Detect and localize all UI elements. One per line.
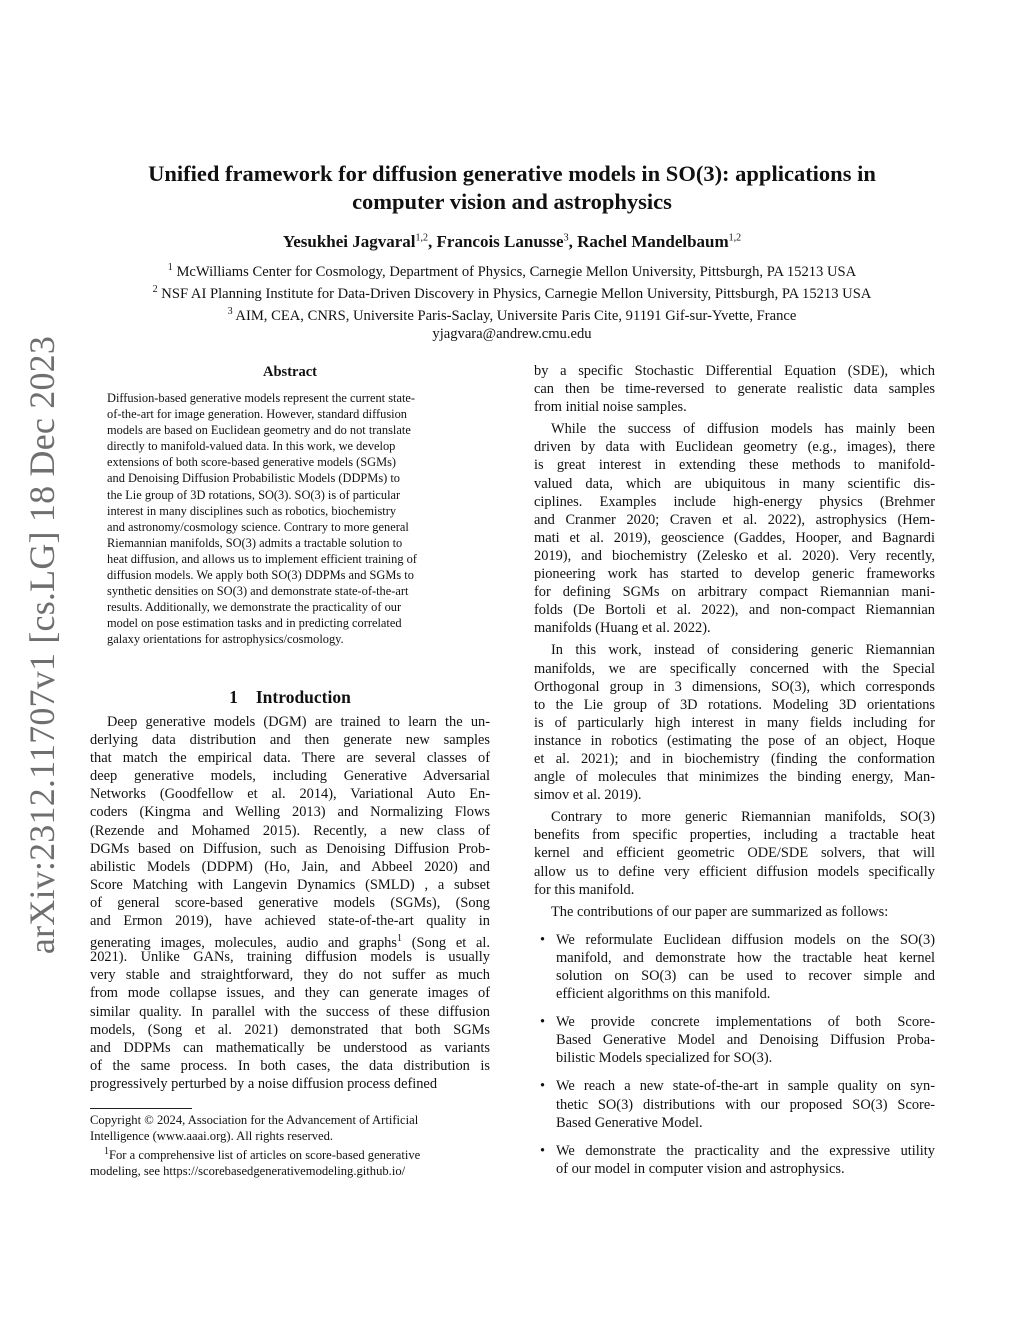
body-line: models, (Song et al. 2021) demonstrated that both SGMs: [90, 1021, 490, 1038]
bullet-line: thetic SO(3) distributions with our proposed SO(3) Score-: [556, 1096, 935, 1113]
body-line: can then be time-reversed to generate realistic data samples: [534, 381, 935, 398]
section-number: 1: [229, 687, 238, 707]
contribution-bullet: [534, 1077, 935, 1131]
body-line: angle of molecules that minimizes the binding energy, Man-: [534, 769, 935, 786]
abstract-line: diffusion models. We apply both SO(3) DDPMs and SGMs to: [107, 568, 414, 583]
body-line: for this manifold.: [534, 881, 635, 898]
body-line: instance in robotics (estimating the pose of an object, Hoque: [534, 732, 935, 749]
bullet-line: Based Generative Model and Denoising Diffusion Proba-: [556, 1032, 935, 1049]
body-line: from mode collapse issues, and they can generate images of: [90, 985, 490, 1002]
body-line: manifolds, we are specifically concerned with the Special: [534, 660, 935, 677]
affiliation-line: [80, 281, 944, 303]
abstract-line: results. Additionally, we demonstrate the practicality of our: [107, 600, 402, 615]
section-heading: [90, 687, 490, 708]
bullet-icon: •: [540, 1142, 546, 1159]
bullet-line: bilistic Models specialized for SO(3).: [556, 1050, 773, 1067]
abstract-heading: Abstract: [263, 364, 317, 380]
body-line: et al. 2021); and in biochemistry (finding the conformation: [534, 750, 935, 767]
affiliation-line: [80, 259, 944, 281]
affiliation-text: NSF AI Planning Institute for Data-Driven Discovery in Physics, Carnegie Mellon University, Pittsburgh, PA 15213 USA: [157, 285, 872, 302]
bullet-gap: [534, 1003, 935, 1013]
bullet-line: solution on SO(3) can be used to recover simple and: [556, 968, 935, 984]
abstract-body: [107, 390, 474, 648]
body-line: driven by data with Euclidean geometry (e.g., images), there: [534, 439, 935, 456]
body-line: benefits from specific properties, including a tractable heat: [534, 827, 935, 844]
body-text: generating images, molecules, audio and graphs: [90, 934, 397, 951]
bullet-gap: [534, 1067, 935, 1077]
abstract-line: model on pose estimation tasks and in predicting correlated: [107, 616, 402, 631]
abstract-line: Riemannian manifolds, SO(3) admits a tractable solution to: [107, 535, 403, 550]
abstract-line: Diffusion-based generative models represent the current state-: [107, 391, 416, 405]
bullet-line: We reach a new state-of-the-art in sample quality on syn-: [556, 1078, 935, 1095]
contribution-bullet: [534, 1013, 935, 1067]
body-line: coders (Kingma and Welling 2013) and Normalizing Flows: [90, 804, 490, 821]
paper-title: [100, 160, 924, 216]
body-line: simov et al. 2019).: [534, 787, 642, 804]
footnote-line: [90, 1144, 490, 1163]
body-line: 2021). Unlike GANs, training diffusion models is usually: [90, 949, 490, 966]
body-line: 2019), and biochemistry (Zelesko et al. 2020). Very recently,: [534, 547, 935, 564]
affiliation-mark: 1: [167, 262, 173, 273]
bullet-icon: •: [540, 1014, 546, 1031]
author-separator: ,: [428, 232, 437, 251]
abstract-line: the Lie group of 3D rotations, SO(3). SO(3) is of particular: [107, 487, 401, 502]
right-column-text: [534, 362, 935, 1188]
title-line-2: computer vision and astrophysics: [352, 189, 672, 214]
bullet-icon: •: [540, 1078, 546, 1095]
footnote-1: [90, 1144, 490, 1179]
body-line: abilistic Models (DDPM) (Ho, Jain, and Abbeel 2020) and: [90, 858, 490, 875]
left-column-text: [90, 713, 490, 1093]
author-affiliation-mark: 1,2: [728, 232, 742, 244]
footnote-link-line[interactable]: modeling, see https://scorebasedgenerativemodeling.github.io/: [90, 1164, 406, 1179]
body-line: ciplines. Examples include high-energy physics (Brehmer: [534, 493, 935, 510]
contribution-bullet: [534, 1142, 935, 1178]
body-line: progressively perturbed by a noise diffusion process defined: [90, 1075, 438, 1092]
author-separator: ,: [568, 232, 578, 251]
body-line: valued data, which are ubiquitous in many scientific dis-: [534, 475, 935, 492]
body-line: In this work, instead of considering generic Riemannian: [551, 642, 935, 659]
body-line: by a specific Stochastic Differential Equation (SDE), which: [534, 363, 935, 379]
affiliation-text: McWilliams Center for Cosmology, Department of Physics, Carnegie Mellon University, Pittsburgh, PA 15213 USA: [172, 263, 857, 280]
body-line: DGMs based on Diffusion, such as Denoising Diffusion Prob-: [90, 840, 490, 857]
body-line: and DDPMs can mathematically be understood as variants: [90, 1039, 490, 1056]
abstract-line: galaxy orientations for astrophysics/cosmology.: [107, 632, 344, 647]
body-line: and Cranmer 2020; Craven et al. 2022), astrophysics (Hem-: [534, 511, 935, 528]
affiliation-text: AIM, CEA, CNRS, Universite Paris-Saclay, Universite Paris Cite, 91191 Gif-sur-Yvette, France: [232, 307, 797, 324]
body-line: allow us to define very efficient diffusion models specifically: [534, 863, 935, 880]
body-line: of the same process. In both cases, the data distribution is: [90, 1057, 490, 1074]
copyright-line: Copyright © 2024, Association for the Advancement of Artificial: [90, 1113, 419, 1127]
footnote-rule: [90, 1108, 192, 1109]
bullet-line: We provide concrete implementations of both Score-: [556, 1014, 935, 1031]
abstract-line: heat diffusion, and allows us to implement efficient training of: [107, 551, 417, 566]
body-line: derlying data distribution and then generate new samples: [90, 732, 490, 749]
body-line: deep generative models, including Generative Adversarial: [90, 768, 490, 785]
paragraph-gap: [534, 921, 935, 931]
copyright-line: Intelligence (www.aaai.org). All rights reserved.: [90, 1129, 334, 1143]
abstract-line: models are based on Euclidean geometry and do not translate: [107, 423, 411, 438]
body-line: very stable and straightforward, they do not suffer as much: [90, 967, 490, 984]
affiliations: [80, 259, 944, 343]
body-line: Score Matching with Langevin Dynamics (SMLD) , a subset: [90, 876, 490, 893]
bullet-gap: [534, 1132, 935, 1142]
abstract-line: extensions of both score-based generative models (SGMs): [107, 455, 397, 470]
abstract-line: and astronomy/cosmology science. Contrary to more general: [107, 519, 409, 534]
body-line: folds (De Bortoli et al. 2022), and non-compact Riemannian: [534, 602, 935, 619]
body-line: to the Lie group of 3D rotations. Modeling 3D orientations: [534, 696, 935, 713]
body-line: [90, 930, 491, 951]
body-line: Networks (Goodfellow et al. 2014), Variational Auto En-: [90, 786, 490, 803]
copyright-notice: [90, 1112, 490, 1144]
bullet-icon: •: [540, 931, 546, 948]
body-line: that match the empirical data. There are several classes of: [90, 750, 490, 767]
body-line: similar quality. In parallel with the success of these diffusion: [90, 1003, 490, 1020]
author-affiliation-mark: 1,2: [415, 232, 429, 244]
body-line: pioneering work has started to develop generic frameworks: [534, 566, 935, 583]
body-line: is of particularly high interest in many fields including for: [534, 714, 935, 731]
bullet-line: We reformulate Euclidean diffusion models on the SO(3): [556, 931, 935, 948]
footnote-text: For a comprehensive list of articles on score-based generative: [109, 1148, 421, 1163]
body-text: (Song et al.: [401, 934, 491, 951]
affiliation-mark: 3: [227, 305, 233, 317]
body-line: kernel and efficient geometric ODE/SDE solvers, that will: [534, 845, 935, 862]
title-line-1: Unified framework for diffusion generative models in SO(3): applications in: [148, 161, 876, 186]
author-affiliation-mark: 3: [563, 232, 569, 244]
affiliation-mark: 2: [152, 283, 158, 295]
body-line: Orthogonal group in 3 dimensions, SO(3), which corresponds: [534, 678, 935, 695]
contribution-bullet: [534, 931, 935, 1003]
bullet-line: manifold, and demonstrate how the tractable heat kernel: [556, 949, 935, 966]
body-line: is great interest in extending these methods to manifold-: [534, 457, 935, 474]
body-line: Contrary to more generic Riemannian manifolds, SO(3): [551, 809, 935, 826]
abstract-line: of-the-art for image generation. However, standard diffusion: [107, 407, 407, 422]
abstract-line: and Denoising Diffusion Probabilistic Models (DDPMs) to: [107, 471, 401, 486]
abstract-line: synthetic densities on SO(3) and demonstrate state-of-the-art: [107, 584, 409, 599]
bullet-line: Based Generative Model.: [556, 1114, 703, 1131]
body-line: for defining SGMs on arbitrary compact Riemannian mani-: [534, 584, 935, 601]
body-line: and Ermon 2019), have achieved state-of-the-art quality in: [90, 913, 490, 930]
body-line: from initial noise samples.: [534, 399, 687, 416]
affiliation-line: [80, 303, 944, 325]
abstract-line: directly to manifold-valued data. In this work, we develop: [107, 439, 396, 454]
author-name: Yesukhei Jagvaral: [282, 232, 416, 251]
arxiv-id: arXiv:2312.11707v1 [cs.LG] 18 Dec 2023: [22, 335, 62, 955]
abstract-line: interest in many disciplines such as robotics, biochemistry: [107, 503, 397, 518]
bullet-line: efficient algorithms on this manifold.: [556, 986, 771, 1003]
body-line: (Rezende and Mohamed 2015). Recently, a new class of: [90, 822, 490, 839]
bullet-line: of our model in computer vision and astrophysics.: [556, 1160, 845, 1177]
body-line: manifolds (Huang et al. 2022).: [534, 620, 711, 637]
body-line: While the success of diffusion models has mainly been: [551, 421, 935, 438]
bullet-line: We demonstrate the practicality and the expressive utility: [556, 1142, 935, 1159]
body-line: of general score-based generative models (SGMs), (Song: [90, 894, 490, 911]
author-name: Rachel Mandelbaum: [577, 232, 729, 251]
author-name: Francois Lanusse: [436, 232, 564, 251]
footnote-ref[interactable]: 1: [396, 933, 402, 945]
section-title: Introduction: [255, 687, 351, 707]
bullet-gap: [534, 1178, 935, 1188]
body-line: mati et al. 2019), geoscience (Gaddes, Hooper, and Bagnardi: [534, 529, 935, 546]
body-line: Deep generative models (DGM) are trained to learn the un-: [107, 714, 490, 730]
body-line: The contributions of our paper are summarized as follows:: [551, 903, 889, 920]
contact-email[interactable]: yjagvara@andrew.cmu.edu: [432, 325, 592, 342]
footnote-mark: 1: [104, 1146, 109, 1157]
author-list: [100, 232, 924, 252]
